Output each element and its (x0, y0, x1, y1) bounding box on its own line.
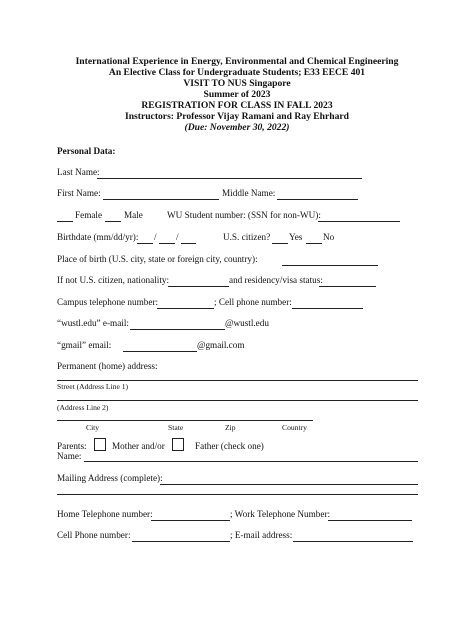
birth-year-field[interactable] (181, 243, 196, 244)
father-label: Father (check one) (195, 441, 264, 451)
birthdate-label: Birthdate (mm/dd/yr): (57, 232, 139, 242)
mother-checkbox[interactable] (94, 438, 106, 451)
female-field[interactable] (57, 221, 73, 222)
address-line2-caption: (Address Line 2) (57, 403, 109, 412)
header-line-term: Summer of 2023 (203, 89, 271, 100)
yes-label: Yes (289, 232, 303, 242)
first-name-label: First Name: (57, 188, 101, 198)
cell-phone-label: ; Cell phone number: (214, 297, 292, 307)
mother-label: Mother and/or (112, 441, 165, 451)
male-field[interactable] (105, 221, 121, 222)
us-citizen-label: U.S. citizen? (223, 232, 271, 242)
header-line-due-date: (Due: November 30, 2022) (184, 122, 290, 133)
residency-label: and residency/visa status: (229, 275, 323, 285)
street-caption: Street (Address Line 1) (57, 382, 129, 391)
home-phone-field[interactable] (151, 520, 230, 521)
cell-phone-number-field[interactable] (132, 541, 230, 542)
nationality-field[interactable] (168, 286, 229, 287)
campus-phone-label: Campus telephone number: (57, 297, 159, 307)
student-number-label: WU Student number: (SSN for non-WU): (167, 210, 321, 220)
citizen-no-field[interactable] (306, 243, 322, 244)
last-name-label: Last Name: (57, 167, 100, 177)
zip-caption: Zip (225, 423, 236, 432)
place-of-birth-label: Place of birth (U.S. city, state or foreign city, country): (57, 254, 258, 264)
father-checkbox[interactable] (172, 438, 184, 451)
first-name-field[interactable] (103, 199, 219, 200)
city-state-zip-field[interactable] (57, 420, 313, 421)
gmail-email-field[interactable] (123, 351, 197, 352)
mailing-address-field-line2[interactable] (57, 494, 418, 495)
wustl-email-label: “wustl.edu” e-mail: (57, 318, 129, 328)
birthdate-separator-2: / (176, 232, 179, 242)
no-label: No (323, 232, 335, 242)
cell-phone-field[interactable] (292, 308, 363, 309)
work-phone-label: ; Work Telephone Number: (230, 509, 331, 519)
email-address-field[interactable] (293, 541, 413, 542)
last-name-field[interactable] (97, 178, 362, 179)
header-line-course-title: International Experience in Energy, Environmental and Chemical Engineering (75, 56, 399, 67)
section-title: Personal Data: (57, 146, 116, 156)
header-line-visit: VISIT TO NUS Singapore (183, 78, 291, 89)
header-line-registration: REGISTRATION FOR CLASS IN FALL 2023 (141, 100, 333, 111)
email-address-label: ; E-mail address: (230, 530, 293, 540)
permanent-address-label: Permanent (home) address: (57, 361, 158, 371)
student-number-field[interactable] (318, 221, 400, 222)
cell-phone-number-label: Cell Phone number: (57, 530, 131, 540)
address-line2-field[interactable] (57, 400, 418, 401)
city-caption: City (86, 423, 100, 432)
residency-field[interactable] (319, 286, 376, 287)
parent-name-label: Name: (57, 451, 82, 461)
work-phone-field[interactable] (328, 520, 412, 521)
nationality-label: If not U.S. citizen, nationality: (57, 275, 170, 285)
middle-name-label: Middle Name: (222, 188, 276, 198)
place-of-birth-field[interactable] (282, 265, 378, 266)
citizen-yes-field[interactable] (272, 243, 288, 244)
state-caption: State (168, 423, 184, 432)
birthdate-separator-1: / (154, 232, 157, 242)
female-label: Female (75, 210, 103, 220)
gmail-email-label: “gmail” email: (57, 340, 112, 350)
middle-name-field[interactable] (277, 199, 358, 200)
parents-label: Parents: (57, 441, 87, 451)
header-line-instructors: Instructors: Professor Vijay Ramani and Ray Ehrhard (124, 111, 350, 122)
birth-month-field[interactable] (137, 243, 153, 244)
mailing-address-label: Mailing Address (complete): (57, 473, 163, 483)
mailing-address-field[interactable] (160, 484, 418, 485)
wustl-domain: @wustl.edu (225, 318, 269, 328)
wustl-email-field[interactable] (130, 329, 225, 330)
birth-day-field[interactable] (159, 243, 175, 244)
campus-phone-field[interactable] (157, 308, 214, 309)
male-label: Male (124, 210, 143, 220)
gmail-domain: @gmail.com (197, 340, 245, 350)
header-line-class-info: An Elective Class for Undergraduate Students; E33 EECE 401 (108, 67, 366, 78)
parent-name-field[interactable] (84, 461, 418, 462)
home-phone-label: Home Telephone number: (57, 509, 153, 519)
country-caption: Country (282, 423, 307, 432)
